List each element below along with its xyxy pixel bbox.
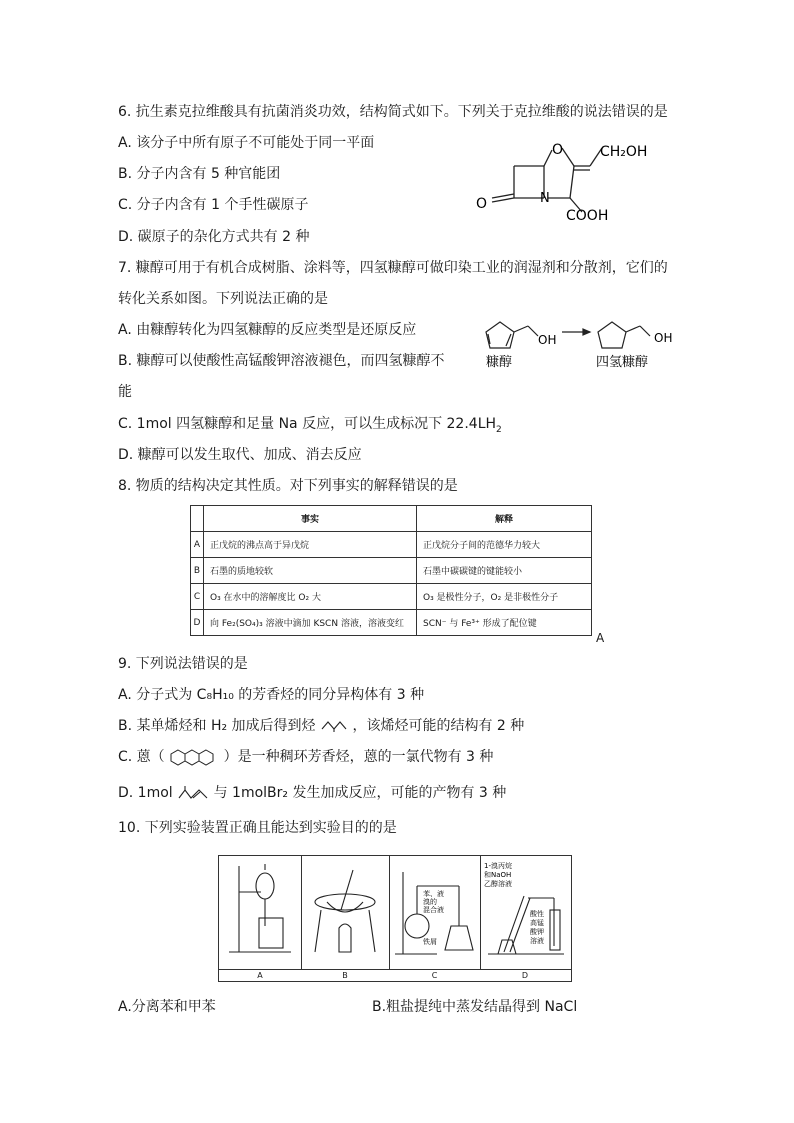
header-fact: 事实 xyxy=(204,506,417,532)
q7-option-c xyxy=(118,414,502,440)
q7-option-d: D. 糠醇可以发生取代、加成、消去反应 xyxy=(118,447,362,463)
clavulanic-acid-structure xyxy=(470,136,670,228)
q10-option-a: A.分离苯和甲苯 xyxy=(118,999,216,1015)
furfuryl-alcohol-scheme xyxy=(478,310,688,374)
c-inset-line2: 溴的 xyxy=(423,898,437,906)
oh-left-label: OH xyxy=(538,333,557,347)
apparatus-d-panel xyxy=(480,856,570,969)
furfuryl-name: 糠醇 xyxy=(486,355,513,370)
apparatus-a-panel xyxy=(219,856,302,969)
q7-option-b-continued: 能 xyxy=(118,384,132,400)
q6-option-c: C. 分子内含有 1 个手性碳原子 xyxy=(118,197,309,213)
q9-option-a: A. 分子式为 C₈H₁₀ 的芳香烃的同分异构体有 3 种 xyxy=(118,687,425,703)
q8-trailing-mark: A xyxy=(596,631,605,645)
table-header-row xyxy=(191,506,592,532)
row-fact: 石墨的质地较软 xyxy=(204,558,417,584)
q7-stem-line2: 转化关系如图。下列说法正确的是 xyxy=(118,291,328,307)
q10-stem: 10. 下列实验装置正确且能达到实验目的的是 xyxy=(118,820,397,836)
apparatus-b-panel xyxy=(301,856,390,969)
apparatus-c-panel xyxy=(389,856,481,969)
row-key: B xyxy=(191,558,204,584)
row-key: C xyxy=(191,584,204,610)
q9-option-d xyxy=(118,783,506,803)
row-explanation: 石墨中碳碳键的键能较小 xyxy=(417,558,592,584)
d-inset-side-line4: 溶液 xyxy=(530,937,544,945)
q9-option-b-text: B. 某单烯烃和 H₂ 加成后得到烃 xyxy=(118,718,316,734)
q8-stem: 8. 物质的结构决定其性质。对下列事实的解释错误的是 xyxy=(118,478,458,494)
d-inset-side-line3: 酸钾 xyxy=(530,928,544,936)
q6-option-a: A. 该分子中所有原子不可能处于同一平面 xyxy=(118,135,375,151)
row-fact: O₃ 在水中的溶解度比 O₂ 大 xyxy=(204,584,417,610)
row-fact: 正戊烷的沸点高于异戊烷 xyxy=(204,532,417,558)
table-corner xyxy=(191,506,204,532)
q6-option-b: B. 分子内含有 5 种官能团 xyxy=(118,166,281,182)
c-inset-line4: 铁屑 xyxy=(423,938,437,946)
row-explanation: 正戊烷分子间的范德华力较大 xyxy=(417,532,592,558)
d-inset-top-line2: 和NaOH xyxy=(484,871,512,879)
ch2oh-label: CH₂OH xyxy=(600,144,648,160)
q7-option-a: A. 由糠醇转化为四氢糠醇的反应类型是还原反应 xyxy=(118,322,417,338)
q9-option-c xyxy=(118,747,493,767)
q6-stem: 6. 抗生素克拉维酸具有抗菌消炎功效，结构简式如下。下列关于克拉维酸的说法错误的是 xyxy=(118,104,668,120)
keto-oxygen-label: O xyxy=(476,196,488,212)
alkane-skeleton-icon xyxy=(320,719,348,733)
q10-apparatus-figure xyxy=(218,855,572,982)
q7-stem-line1: 7. 糠醇可用于有机合成树脂、涂料等，四氢糠醇可做印染工业的润湿剂和分散剂，它们的 xyxy=(118,260,668,276)
row-key: D xyxy=(191,610,204,636)
diene-skeleton-icon xyxy=(177,785,209,801)
q9-option-d-tail: 与 1molBr₂ 发生加成反应，可能的产物有 3 种 xyxy=(213,785,507,801)
q9-option-c-text: C. 蒽（ xyxy=(118,749,165,765)
q10-option-b: B.粗盐提纯中蒸发结晶得到 NaCl xyxy=(372,999,578,1015)
q9-option-b xyxy=(118,716,524,736)
panel-label-d: D xyxy=(521,971,529,980)
row-explanation: SCN⁻ 与 Fe³⁺ 形成了配位键 xyxy=(417,610,592,636)
c-inset-line1: 苯、液 xyxy=(423,890,444,898)
row-key: A xyxy=(191,532,204,558)
q9-stem: 9. 下列说法错误的是 xyxy=(118,656,248,672)
bromobenzene-prep-diagram xyxy=(389,856,480,969)
d-inset-side-line2: 高锰 xyxy=(530,919,544,927)
nitrogen-label: N xyxy=(540,191,550,206)
anthracene-icon xyxy=(169,748,219,766)
elimination-test-diagram xyxy=(480,856,570,969)
apparatus-label-strip xyxy=(219,969,571,982)
tetrahydrofurfuryl-name: 四氢糠醇 xyxy=(596,355,649,370)
q7-option-b: B. 糠醇可以使酸性高锰酸钾溶液褪色，而四氢糠醇不 xyxy=(118,353,445,369)
table-row xyxy=(191,584,592,610)
table-row xyxy=(191,532,592,558)
separatory-funnel-diagram xyxy=(219,856,301,969)
panel-label-a: A xyxy=(257,971,263,980)
panel-label-b: B xyxy=(342,971,348,980)
table-row xyxy=(191,558,592,584)
d-inset-top-line1: 1-溴丙烷 xyxy=(484,862,512,870)
q7-option-c-text: C. 1mol 四氢糠醇和足量 Na 反应，可以生成标况下 22.4LH xyxy=(118,416,497,432)
q9-option-c-tail: ）是一种稠环芳香烃，蒽的一氯代物有 3 种 xyxy=(223,749,494,765)
d-inset-side-line1: 酸性 xyxy=(530,910,544,918)
oh-right-label: OH xyxy=(654,331,673,345)
d-inset-top-line3: 乙醇溶液 xyxy=(484,880,512,888)
row-fact: 向 Fe₂(SO₄)₃ 溶液中滴加 KSCN 溶液，溶液变红 xyxy=(204,610,417,636)
table-row xyxy=(191,610,592,636)
q9-option-b-tail: ，该烯烃可能的结构有 2 种 xyxy=(352,718,525,734)
q9-option-d-text: D. 1mol xyxy=(118,785,173,801)
row-explanation: O₃ 是极性分子，O₂ 是非极性分子 xyxy=(417,584,592,610)
header-explanation: 解释 xyxy=(417,506,592,532)
cooh-label: COOH xyxy=(566,208,609,224)
q8-table xyxy=(190,505,592,636)
panel-label-c: C xyxy=(431,971,438,980)
c-inset-line3: 混合液 xyxy=(423,906,444,914)
evaporation-dish-diagram xyxy=(301,856,389,969)
q6-option-d: D. 碳原子的杂化方式共有 2 种 xyxy=(118,229,310,245)
ring-oxygen-label: O xyxy=(552,142,564,158)
q7-option-c-subscript: 2 xyxy=(496,424,502,435)
